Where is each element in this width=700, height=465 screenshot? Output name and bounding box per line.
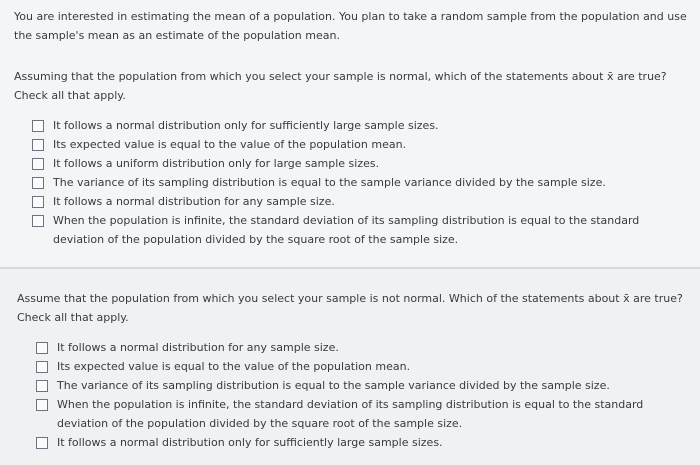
option-label: It follows a normal distribution for any sample size. bbox=[53, 195, 335, 208]
section-divider bbox=[0, 267, 700, 269]
option-label: When the population is infinite, the standard deviation of its sampling distribution is equal to the standard deviation of the population divided by the square root of the sample size. bbox=[57, 398, 644, 430]
option-item[interactable] bbox=[32, 116, 682, 135]
question-1-options bbox=[32, 116, 682, 249]
question-2-options bbox=[36, 338, 686, 452]
option-item[interactable] bbox=[36, 433, 686, 452]
option-item[interactable] bbox=[36, 395, 686, 433]
option-label: Its expected value is equal to the value of the population mean. bbox=[57, 360, 411, 373]
option-item[interactable] bbox=[32, 154, 682, 173]
option-item[interactable] bbox=[36, 357, 686, 376]
option-item[interactable] bbox=[32, 135, 682, 154]
checkbox[interactable] bbox=[32, 177, 44, 189]
checkbox[interactable] bbox=[32, 215, 44, 227]
checkbox[interactable] bbox=[36, 399, 48, 411]
checkbox[interactable] bbox=[32, 139, 44, 151]
option-label: It follows a normal distribution only for sufficiently large sample sizes. bbox=[57, 436, 443, 449]
checkbox[interactable] bbox=[32, 196, 44, 208]
option-label: The variance of its sampling distribution is equal to the sample variance divided by the sample size. bbox=[53, 176, 606, 189]
option-item[interactable] bbox=[32, 211, 682, 249]
question-1-prompt: Assuming that the population from which you select your sample is normal, which of the statements about x̄ are true? Check all that apply. bbox=[14, 70, 667, 102]
option-item[interactable] bbox=[36, 376, 686, 395]
option-label: The variance of its sampling distribution is equal to the sample variance divided by the sample size. bbox=[57, 379, 610, 392]
option-label: It follows a normal distribution for any sample size. bbox=[57, 341, 339, 354]
checkbox[interactable] bbox=[36, 380, 48, 392]
option-label: Its expected value is equal to the value of the population mean. bbox=[53, 138, 407, 151]
question-2-prompt: Assume that the population from which you select your sample is not normal. Which of the statements about x̄ are true? Check all that apply. bbox=[17, 292, 683, 324]
checkbox[interactable] bbox=[36, 437, 48, 449]
checkbox[interactable] bbox=[32, 120, 44, 132]
intro-text: You are interested in estimating the mean of a population. You plan to take a random sample from the population and use the sample's mean as an estimate of the population mean. bbox=[14, 10, 687, 42]
option-item[interactable] bbox=[32, 192, 682, 211]
checkbox[interactable] bbox=[36, 342, 48, 354]
checkbox[interactable] bbox=[36, 361, 48, 373]
option-label: When the population is infinite, the standard deviation of its sampling distribution is equal to the standard deviation of the population divided by the square root of the sample size. bbox=[53, 214, 640, 246]
option-label: It follows a normal distribution only for sufficiently large sample sizes. bbox=[53, 119, 439, 132]
option-item[interactable] bbox=[32, 173, 682, 192]
option-label: It follows a uniform distribution only for large sample sizes. bbox=[53, 157, 380, 170]
checkbox[interactable] bbox=[32, 158, 44, 170]
option-item[interactable] bbox=[36, 338, 686, 357]
